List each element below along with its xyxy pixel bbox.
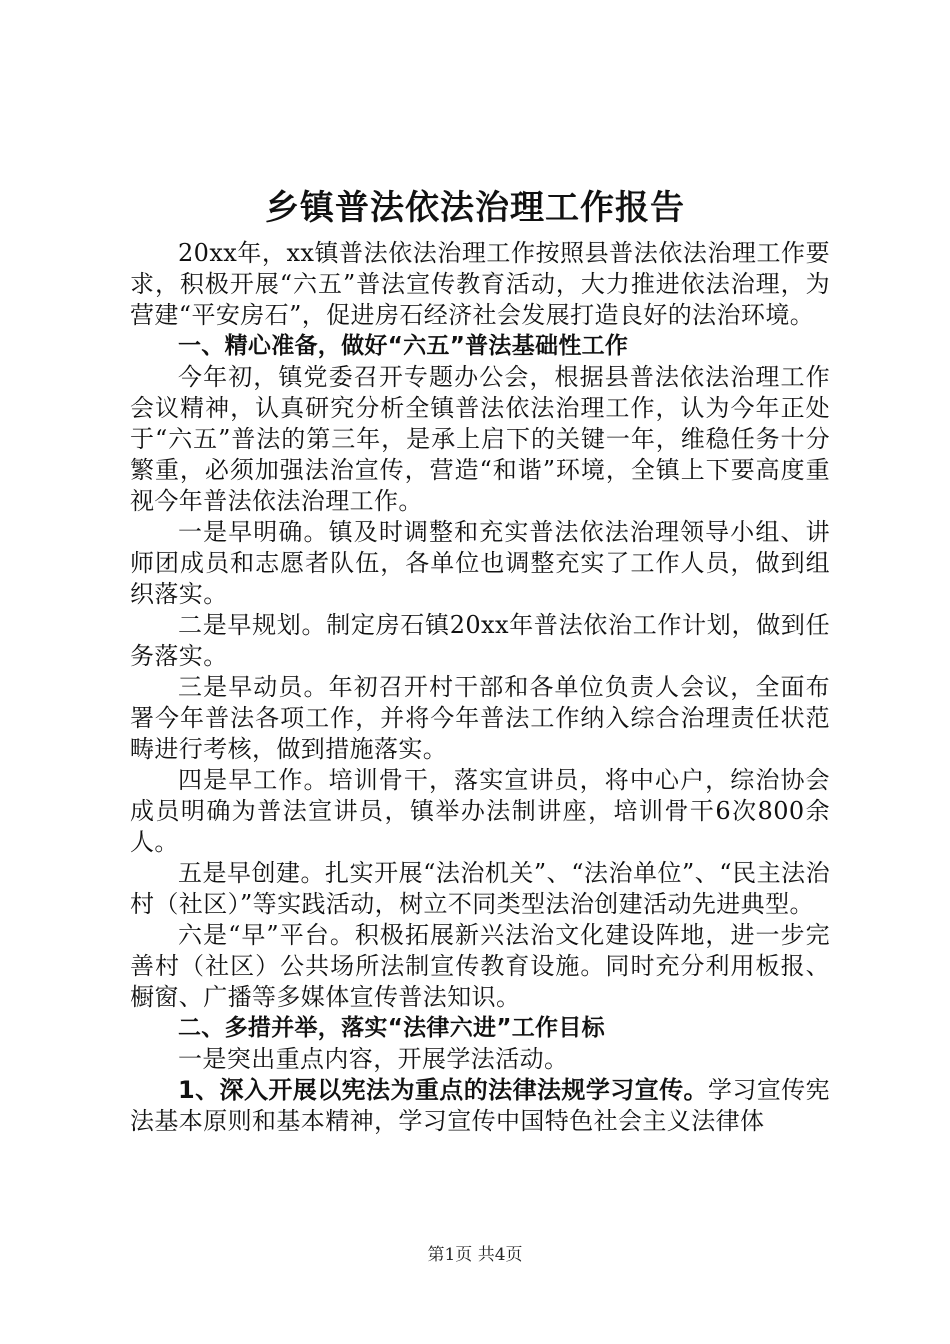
section1-paragraph: 六是“早”平台。积极拓展新兴法治文化建设阵地，进一步完善村（社区）公共场所法制宣传教育设施。同时充分利用板报、橱窗、广播等多媒体宣传普法知识。 bbox=[130, 921, 830, 1011]
section-heading-2: 二、多措并举，落实“法律六进”工作目标 bbox=[178, 1015, 605, 1041]
document-body bbox=[130, 238, 830, 1137]
intro-paragraph: 20xx年，xx镇普法依法治理工作按照县普法依法治理工作要求，积极开展“六五”普法宣传教育活动，大力推进依法治理，为营建“平安房石”，促进房石经济社会发展打造良好的法治环境。 bbox=[130, 239, 830, 329]
item-body-text: 学习宣传宪法基本原则和基本精神，学习宣传中国特色社会主义法律体 bbox=[130, 1076, 830, 1135]
section-heading-1: 一、精心准备，做好“六五”普法基础性工作 bbox=[178, 333, 629, 359]
section2-item-paragraph bbox=[130, 1075, 830, 1137]
section1-paragraph: 今年初，镇党委召开专题办公会，根据县普法依法治理工作会议精神，认真研究分析全镇普法依法治理工作，认为今年正处于“六五”普法的第三年，是承上启下的关键一年，维稳任务十分繁重，必须加强法治宣传，营造“和谐”环境，全镇上下要高度重视今年普法依法治理工作。 bbox=[130, 363, 830, 515]
page-footer: 第1页 共4页 bbox=[427, 1245, 523, 1265]
section1-paragraph: 五是早创建。扎实开展“法治机关”、“法治单位”、“民主法治村（社区）”等实践活动，树立不同类型法治创建活动先进典型。 bbox=[130, 859, 830, 918]
section1-paragraph: 一是早明确。镇及时调整和充实普法依法治理领导小组、讲师团成员和志愿者队伍，各单位也调整充实了工作人员，做到组织落实。 bbox=[130, 518, 830, 608]
item-bold-lead: 1、深入开展以宪法为重点的法律法规学习宣传。 bbox=[178, 1076, 708, 1104]
section1-paragraph: 三是早动员。年初召开村干部和各单位负责人会议，全面布署今年普法各项工作，并将今年普法工作纳入综合治理责任状范畴进行考核，做到措施落实。 bbox=[130, 673, 830, 763]
document-title: 乡镇普法依法治理工作报告 bbox=[265, 188, 685, 228]
section2-paragraph: 一是突出重点内容，开展学法活动。 bbox=[178, 1045, 569, 1073]
section1-paragraph: 二是早规划。制定房石镇20xx年普法依治工作计划，做到任务落实。 bbox=[130, 611, 830, 670]
section1-paragraph: 四是早工作。培训骨干，落实宣讲员，将中心户，综治协会成员明确为普法宣讲员，镇举办法制讲座，培训骨干6次800余人。 bbox=[130, 766, 830, 856]
